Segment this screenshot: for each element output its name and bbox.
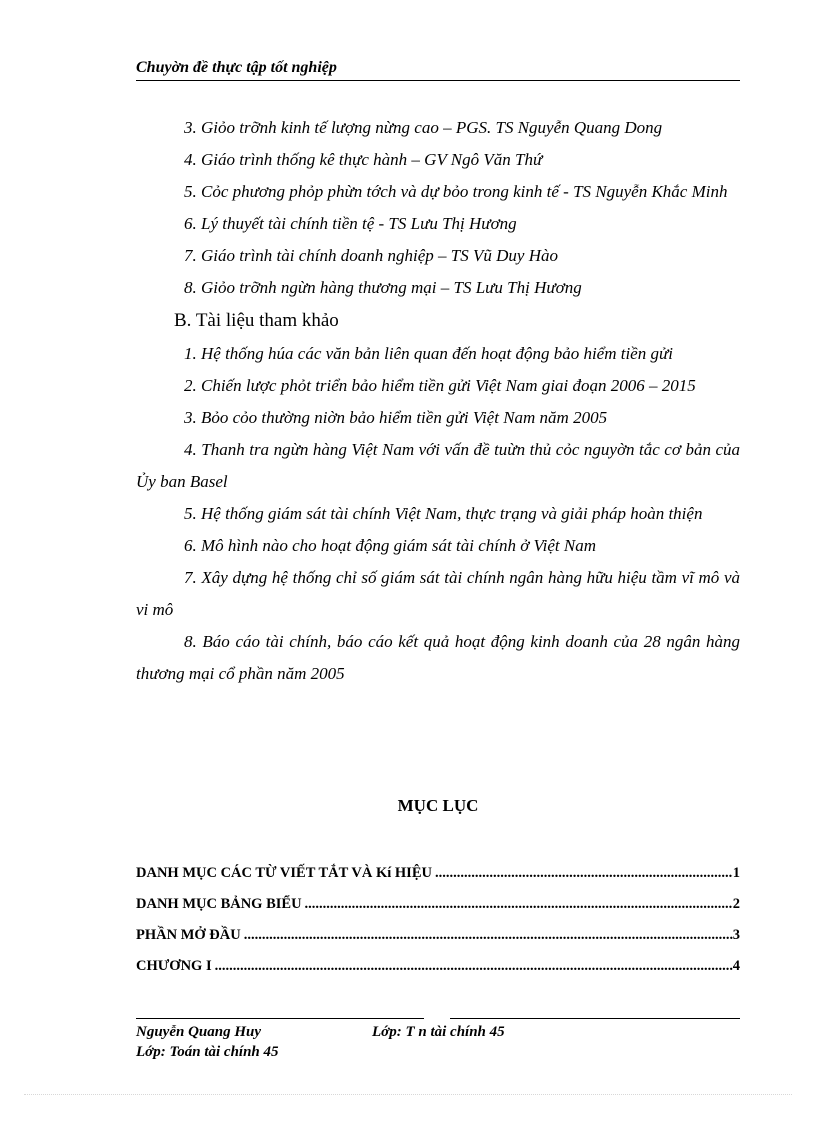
page-header	[136, 58, 740, 81]
reference-item: 6. Lý thuyết tài chính tiền tệ - TS Lưu Thị Hương	[184, 214, 517, 233]
toc-title: MỤC LỤC	[397, 796, 479, 815]
toc-entry-page: 1	[732, 865, 740, 881]
toc-entry-label: PHẦN MỞ ĐẦU	[136, 927, 241, 943]
table-of-contents	[136, 858, 740, 982]
toc-entry-label: CHƯƠNG I	[136, 958, 212, 974]
toc-entry-page: 4	[732, 958, 740, 974]
footer-class-right: Lớp: T n tài chính 45	[372, 1024, 505, 1040]
footer-class-left: Lớp: Toán tài chính 45	[136, 1044, 279, 1060]
toc-entry-label: DANH MỤC BẢNG BIỂU	[136, 896, 302, 912]
reference-item: 6. Mô hình nào cho hoạt động giám sát tài chính ở Việt Nam	[184, 536, 597, 555]
footer-rule-right	[450, 1018, 740, 1019]
header-title: Chuyờn đề thực tập tốt nghiệp	[136, 59, 337, 76]
footer-author-name: Nguyễn Quang Huy	[136, 1024, 262, 1040]
toc-entry[interactable]	[136, 951, 740, 982]
reference-item: 3. Giỏo trỡnh kinh tế lượng nừng cao – PGS. TS Nguyễn Quang Dong	[184, 118, 663, 137]
reference-item: 1. Hệ thống húa các văn bản liên quan đến hoạt động bảo hiểm tiền gửi	[184, 344, 673, 363]
reference-item: 4. Giáo trình thống kê thực hành – GV Ngô Văn Thứ	[184, 150, 543, 169]
toc-leader-dots	[215, 951, 733, 982]
reference-item: 8. Giỏo trỡnh ngừn hàng thương mại – TS Lưu Thị Hương	[184, 278, 582, 297]
toc-leader-dots	[244, 920, 733, 951]
reference-item: 5. Hệ thống giám sát tài chính Việt Nam, thực trạng và giải pháp hoàn thiện	[184, 504, 703, 523]
reference-item: 4. Thanh tra ngừn hàng Việt Nam với vấn đề tuừn thủ cỏc nguyờn tắc cơ bản của Ủy ban Basel	[136, 440, 740, 491]
reference-item: 5. Cỏc phương phỏp phừn tớch và dự bỏo trong kinh tế - TS Nguyễn Khắc Minh	[184, 182, 728, 201]
section-b-heading: B. Tài liệu tham khảo	[174, 310, 339, 331]
reference-item: 2. Chiến lược phỏt triển bảo hiểm tiền gửi Việt Nam giai đoạn 2006 – 2015	[184, 376, 696, 395]
reference-item: 7. Xây dựng hệ thống chỉ số giám sát tài chính ngân hàng hữu hiệu tầm vĩ mô và vi mô	[136, 568, 740, 619]
page-bottom-edge	[24, 1094, 792, 1095]
toc-entry[interactable]	[136, 889, 740, 920]
toc-leader-dots	[305, 889, 733, 920]
toc-entry-page: 2	[732, 896, 740, 912]
toc-entry-label: DANH MỤC CÁC TỪ VIẾT TẮT VÀ Kí HIỆU	[136, 865, 432, 881]
reference-item: 7. Giáo trình tài chính doanh nghiệp – TS Vũ Duy Hào	[184, 246, 558, 265]
footer-rule-left	[136, 1018, 424, 1019]
header-rule	[136, 80, 740, 81]
toc-entry[interactable]	[136, 920, 740, 951]
reference-item: 8. Báo cáo tài chính, báo cáo kết quả hoạt động kinh doanh của 28 ngân hàng thương mại cổ phần năm 2005	[136, 632, 740, 683]
toc-entry[interactable]	[136, 858, 740, 889]
toc-leader-dots	[435, 858, 733, 889]
toc-entry-page: 3	[732, 927, 740, 943]
reference-item: 3. Bỏo cỏo thường niờn bảo hiểm tiền gửi Việt Nam năm 2005	[184, 408, 608, 427]
references-body	[136, 112, 740, 690]
